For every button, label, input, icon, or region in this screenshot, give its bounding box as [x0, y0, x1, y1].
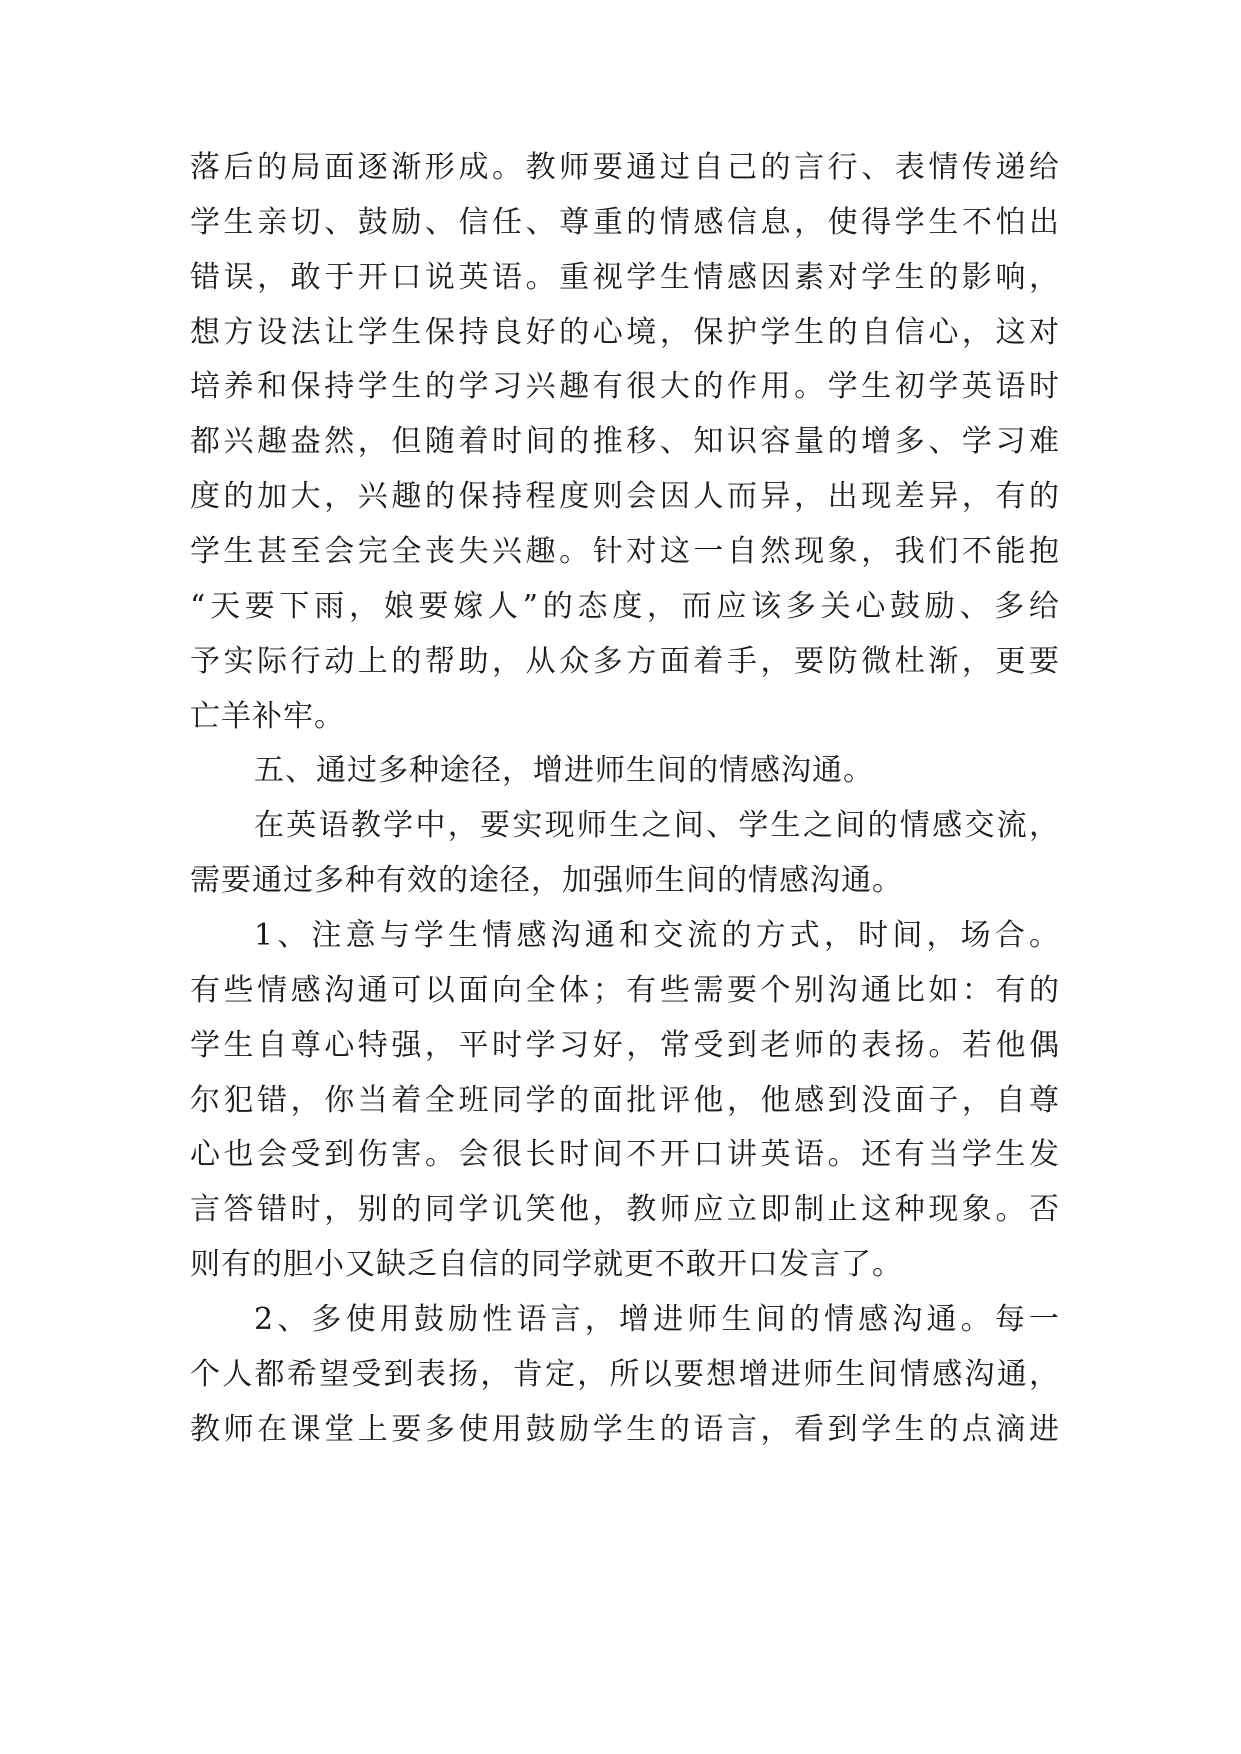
body-text-line: 需要通过多种有效的途径，加强师生间的情感沟通。 — [190, 863, 903, 898]
body-text-line: 则有的胆小又缺乏自信的同学就更不敢开口发言了。 — [190, 1247, 903, 1282]
body-text-line: 亡羊补牢。 — [190, 699, 345, 734]
list-item-first-line: 2、多使用鼓励性语言，增进师生间的情感沟通。每一 — [254, 1302, 1060, 1337]
body-text-line: 予实际行动上的帮助，从众多方面着手，要防微杜渐，更要 — [190, 644, 1060, 679]
body-text-line: 学生自尊心特强，平时学习好，常受到老师的表扬。若他偶 — [190, 1028, 1060, 1063]
body-text-line: 都兴趣盎然，但随着时间的推移、知识容量的增多、学习难 — [190, 424, 1060, 459]
body-text-line: 度的加大，兴趣的保持程度则会因人而异，出现差异，有的 — [190, 479, 1060, 514]
body-text-line: 落后的局面逐渐形成。教师要通过自己的言行、表情传递给 — [190, 150, 1060, 185]
body-text-line: 错误，敢于开口说英语。重视学生情感因素对学生的影响， — [190, 260, 1060, 295]
body-text-line: 教师在课堂上要多使用鼓励学生的语言，看到学生的点滴进 — [190, 1412, 1060, 1447]
body-text-line: 尔犯错，你当着全班同学的面批评他，他感到没面子，自尊 — [190, 1083, 1060, 1118]
body-text-line: 培养和保持学生的学习兴趣有很大的作用。学生初学英语时 — [190, 369, 1060, 404]
paragraph-first-line: 在英语教学中，要实现师生之间、学生之间的情感交流， — [254, 808, 1060, 843]
body-text-line: 个人都希望受到表扬，肯定，所以要想增进师生间情感沟通， — [190, 1357, 1060, 1392]
body-text-line: 心也会受到伤害。会很长时间不开口讲英语。还有当学生发 — [190, 1137, 1060, 1172]
body-text-line: 想方设法让学生保持良好的心境，保护学生的自信心，这对 — [190, 315, 1060, 350]
body-text-line: “天要下雨，娘要嫁人”的态度，而应该多关心鼓励、多给 — [190, 589, 1060, 624]
list-item-first-line: 1、注意与学生情感沟通和交流的方式，时间，场合。 — [254, 918, 1060, 953]
section-heading: 五、通过多种途径，增进师生间的情感沟通。 — [254, 753, 874, 788]
body-text-line: 学生甚至会完全丧失兴趣。针对这一自然现象，我们不能抱 — [190, 534, 1060, 569]
body-text-line: 言答错时，别的同学讥笑他，教师应立即制止这种现象。否 — [190, 1192, 1060, 1227]
body-text-line: 有些情感沟通可以面向全体；有些需要个别沟通比如：有的 — [190, 973, 1060, 1008]
body-text-line: 学生亲切、鼓励、信任、尊重的情感信息，使得学生不怕出 — [190, 205, 1060, 240]
